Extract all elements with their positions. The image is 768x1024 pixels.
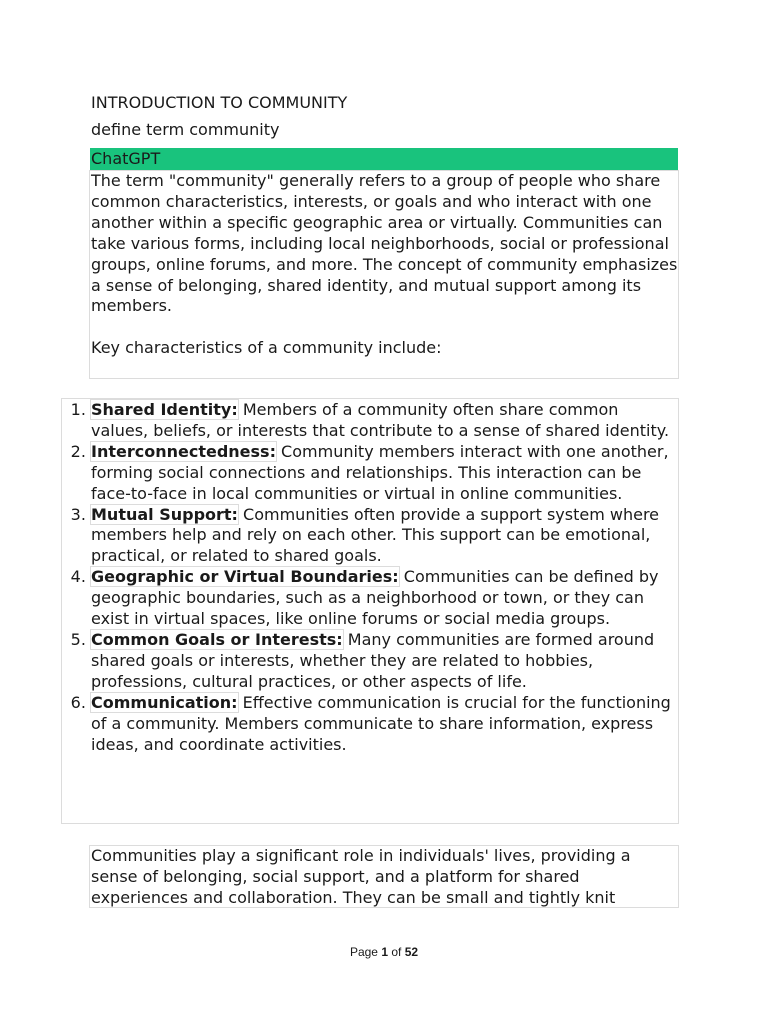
list-item-term: Communication: <box>91 692 238 712</box>
list-item <box>91 567 678 630</box>
list-item-term: Shared Identity: <box>91 400 238 419</box>
closing-paragraph: Communities play a significant role in individuals' lives, providing a sense of belonging, social support, and a platform for shared experiences and collaboration. They can be small and tightly knit <box>89 845 679 908</box>
document-subtitle: define term community <box>91 120 280 139</box>
answer-box <box>89 170 679 379</box>
list-item-term: Geographic or Virtual Boundaries: <box>91 567 399 587</box>
list-item <box>91 400 678 442</box>
list-item-text: Effective communication is crucial for the functioning of a community. Members communicate to share information, express ideas, and coordinate activities. <box>91 692 671 754</box>
total-pages-number: 52 <box>404 945 419 959</box>
document-title: INTRODUCTION TO COMMUNITY <box>91 93 348 112</box>
characteristics-list <box>62 399 678 755</box>
current-page-number: 1 <box>381 945 388 959</box>
key-characteristics-line: Key characteristics of a community include: <box>91 338 442 358</box>
list-item-text: Communities can be defined by geographic boundaries, such as a neighborhood or town, or they can exist in virtual spaces, like online forums or social media groups. <box>91 567 659 629</box>
intro-paragraph: The term "community" generally refers to a group of people who share common characteristics, interests, or goals and who interact with one another within a specific geographic area or virtually. Communities can take various forms, including local neighborhoods, social or professional groups, online forums, and more. The concept of community emphasizes a sense of belonging, shared identity, and mutual support among its members. <box>91 171 678 316</box>
list-item <box>91 693 678 756</box>
page-footer <box>0 944 768 960</box>
page-word: Page <box>349 945 378 959</box>
list-item-text: Community members interact with one another, forming social connections and relationships. This interaction can be face-to-face in local communities or virtual in online communities. <box>91 441 669 503</box>
list-item-term: Mutual Support: <box>91 504 238 524</box>
list-item-term: Interconnectedness: <box>91 441 276 461</box>
list-item <box>91 505 678 568</box>
list-item-text: Communities often provide a support system where members help and rely on each other. This support can be emotional, practical, or related to shared goals. <box>91 504 660 566</box>
of-word: of <box>391 945 402 959</box>
list-item-text: Many communities are formed around shared goals or interests, whether they are related to hobbies, professions, cultural practices, or other aspects of life. <box>91 629 655 691</box>
list-item-text: Members of a community often share common values, beliefs, or interests that contribute to a sense of shared identity. <box>91 400 670 440</box>
list-item <box>91 630 678 693</box>
list-item-term: Common Goals or Interests: <box>91 629 343 649</box>
chatgpt-header: ChatGPT <box>90 148 678 170</box>
list-item <box>91 442 678 505</box>
characteristics-list-box <box>61 398 679 824</box>
